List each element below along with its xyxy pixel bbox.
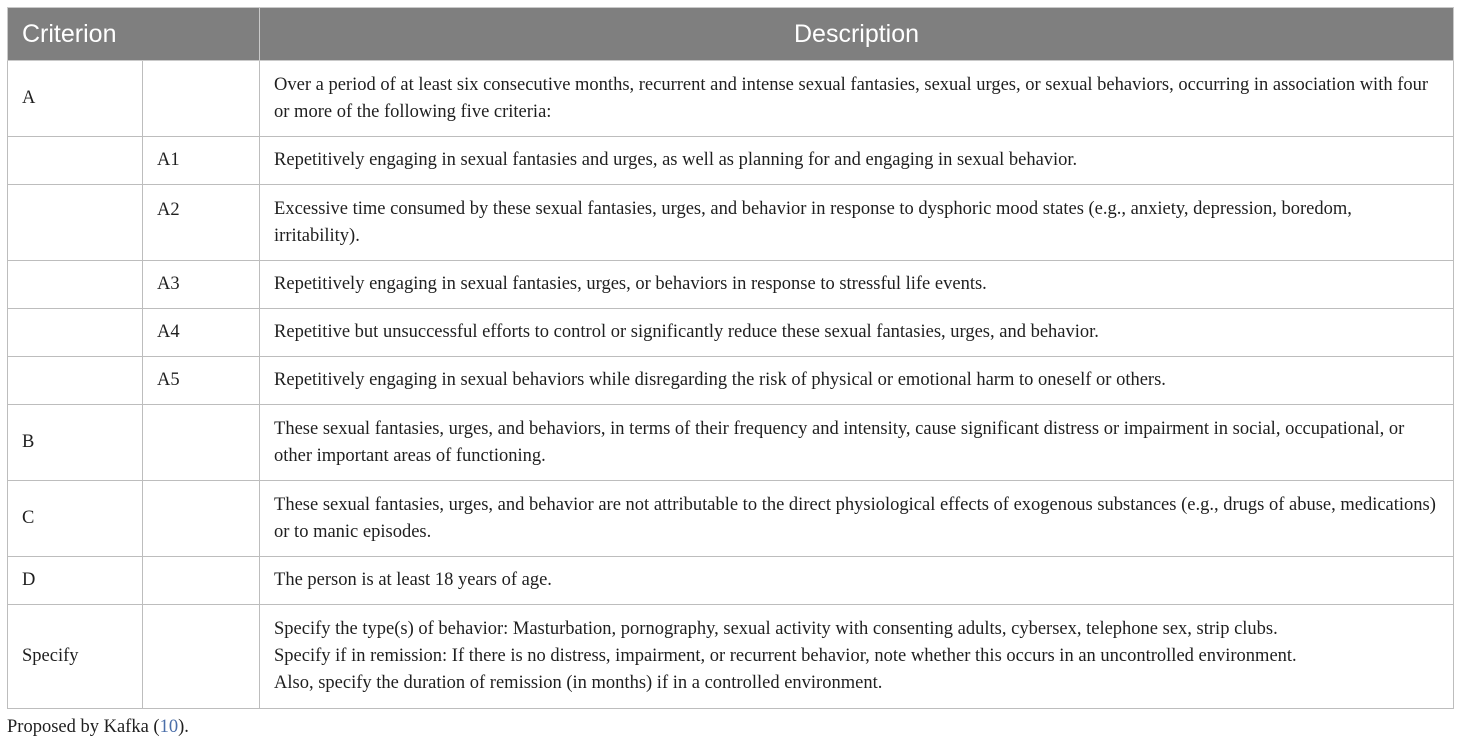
description-cell: Repetitive but unsuccessful efforts to control or significantly reduce these sexual fantasies, urges, and behavior. [260,309,1454,357]
criterion-cell: D [8,557,143,605]
description-cell: The person is at least 18 years of age. [260,557,1454,605]
criterion-cell [8,261,143,309]
table-row [8,481,1454,557]
footnote-reference-link[interactable]: 10 [159,717,179,737]
footnote-prefix: Proposed by Kafka ( [7,717,160,737]
description-cell: These sexual fantasies, urges, and behavior are not attributable to the direct physiological effects of exogenous substances (e.g., drugs of abuse, medications) or to manic episodes. [260,481,1454,557]
table-footnote [7,714,189,740]
table-header-row [8,8,1454,61]
specify-line-remission: Specify if in remission: If there is no distress, impairment, or recurrent behavior, note whether this occurs in an uncontrolled environment. [274,646,1297,666]
header-description: Description [260,8,1454,61]
subcriterion-cell: A4 [143,309,260,357]
criterion-cell [8,185,143,261]
footnote-suffix: ). [178,717,189,737]
table-row [8,137,1454,185]
subcriterion-cell [143,405,260,481]
table-row-specify [8,605,1454,709]
table-row [8,557,1454,605]
subcriterion-cell: A5 [143,357,260,405]
description-cell: Repetitively engaging in sexual behaviors while disregarding the risk of physical or emotional harm to oneself or others. [260,357,1454,405]
table-row [8,357,1454,405]
criterion-cell: A [8,61,143,137]
description-cell: These sexual fantasies, urges, and behaviors, in terms of their frequency and intensity, cause significant distress or impairment in social, occupational, or other important areas of functioning. [260,405,1454,481]
table-row [8,405,1454,481]
subcriterion-cell [143,61,260,137]
subcriterion-cell: A2 [143,185,260,261]
criteria-table [7,7,1454,709]
criterion-cell: C [8,481,143,557]
subcriterion-cell [143,605,260,709]
subcriterion-cell: A3 [143,261,260,309]
description-cell: Repetitively engaging in sexual fantasies and urges, as well as planning for and engaging in sexual behavior. [260,137,1454,185]
table-row [8,309,1454,357]
table-row [8,185,1454,261]
subcriterion-cell [143,557,260,605]
description-cell: Repetitively engaging in sexual fantasies, urges, or behaviors in response to stressful life events. [260,261,1454,309]
table-row [8,61,1454,137]
criterion-cell: B [8,405,143,481]
specify-line-type: Specify the type(s) of behavior: Masturbation, pornography, sexual activity with consenting adults, cybersex, telephone sex, strip clubs. [274,619,1278,639]
subcriterion-cell [143,481,260,557]
criterion-cell [8,309,143,357]
specify-line-duration: Also, specify the duration of remission (in months) if in a controlled environment. [274,673,883,693]
header-criterion: Criterion [8,8,260,61]
criterion-cell [8,137,143,185]
criteria-table-container [7,7,1453,709]
description-cell: Excessive time consumed by these sexual fantasies, urges, and behavior in response to dysphoric mood states (e.g., anxiety, depression, boredom, irritability). [260,185,1454,261]
description-cell [260,605,1454,709]
criterion-cell: Specify [8,605,143,709]
subcriterion-cell: A1 [143,137,260,185]
criterion-cell [8,357,143,405]
table-row [8,261,1454,309]
description-cell: Over a period of at least six consecutive months, recurrent and intense sexual fantasies, sexual urges, or sexual behaviors, occurring in association with four or more of the following five criteria: [260,61,1454,137]
